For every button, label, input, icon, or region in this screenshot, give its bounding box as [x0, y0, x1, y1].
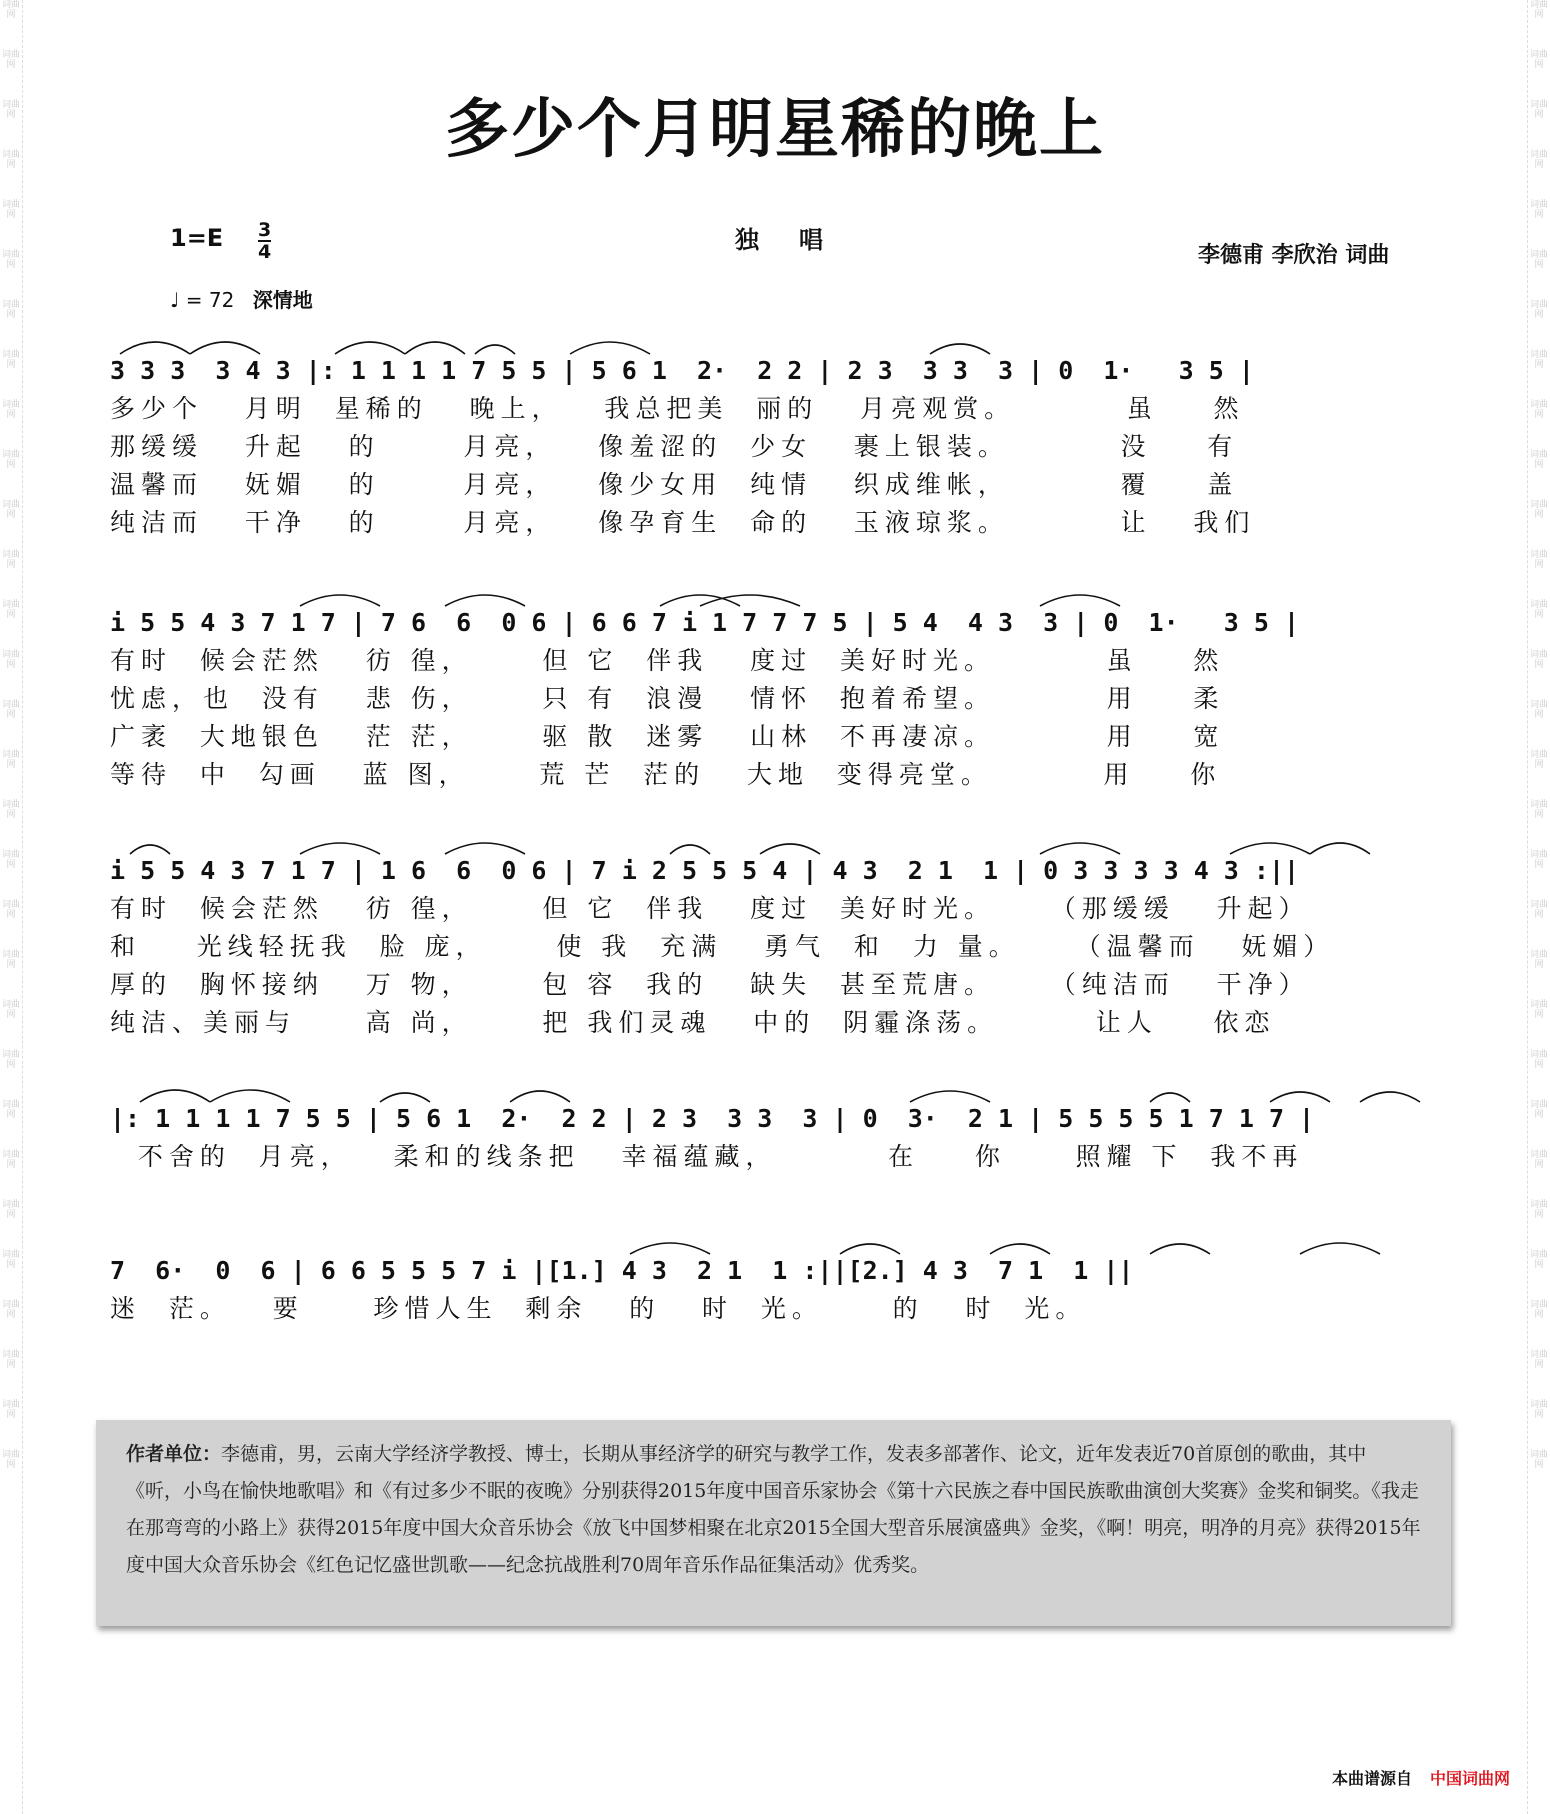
watermark-text: 词曲网: [1, 1000, 20, 1020]
authors: 李德甫 李欣治 词曲: [1198, 243, 1390, 268]
watermark-text: 词曲网: [1529, 900, 1548, 920]
watermark-text: 词曲网: [1529, 650, 1548, 670]
watermark-text: 词曲网: [1, 1100, 20, 1120]
watermark-text: 词曲网: [1529, 450, 1548, 470]
watermark-text: 词曲网: [1529, 350, 1548, 370]
watermark-text: 词曲网: [1529, 800, 1548, 820]
score-system-1: [110, 326, 1450, 542]
watermark-text: 词曲网: [1, 900, 20, 920]
lyric-line: 那缓缓 升起 的 月亮， 像羞涩的 少女 裹上银装。 没 有: [110, 432, 1239, 461]
watermark-text: 词曲网: [1, 50, 20, 70]
watermark-text: 词曲网: [1, 1300, 20, 1320]
watermark-text: 词曲网: [1529, 250, 1548, 270]
tempo-marking: [170, 284, 313, 313]
score-system-3: [110, 826, 1450, 1042]
lyric-line: 有时 候会茫然 彷 徨， 但 它 伴我 度过 美好时光。 虽 然: [110, 646, 1225, 675]
watermark-text: 词曲网: [1529, 400, 1548, 420]
source-label: 本曲谱源自: [1331, 1769, 1412, 1788]
time-signature: [258, 220, 271, 262]
watermark-text: 词曲网: [1529, 1350, 1548, 1370]
watermark-text: 词曲网: [1, 700, 20, 720]
lyric-line: 迷 茫。 要 珍惜人生 剩余 的 时 光。 的 时 光。: [110, 1294, 1087, 1323]
watermark-text: 词曲网: [1529, 750, 1548, 770]
watermark-text: 词曲网: [1529, 1000, 1548, 1020]
watermark-text: 词曲网: [1, 1050, 20, 1070]
notation-row: 7 6· 0 6 | 6 6 5 5 5 7 i |[1.] 4 3 2 1 1 :||[2.] 4 3 7 1 1 ||: [110, 1256, 1134, 1285]
lyric-line: 有时 候会茫然 彷 徨， 但 它 伴我 度过 美好时光。 （那缓缓 升起）: [110, 894, 1310, 923]
song-title: 多少个月明星稀的晚上: [445, 92, 1105, 167]
watermark-text: 词曲网: [1, 250, 20, 270]
watermark-text: 词曲网: [1529, 1450, 1548, 1470]
source-footer: [1332, 1766, 1510, 1789]
lyric-line: 等待 中 勾画 蓝 图， 荒 芒 茫的 大地 变得亮堂。 用 你: [110, 760, 1222, 789]
watermark-text: 词曲网: [1, 100, 20, 120]
author-bio-box: [96, 1420, 1451, 1626]
lyric-line: 厚的 胸怀接纳 万 物， 包 容 我的 缺失 甚至荒唐。 （纯洁而 干净）: [110, 970, 1310, 999]
watermark-text: 词曲网: [1, 1350, 20, 1370]
watermark-text: 词曲网: [1, 150, 20, 170]
watermark-text: 词曲网: [1529, 100, 1548, 120]
watermark-text: 词曲网: [1529, 300, 1548, 320]
watermark-text: 词曲网: [1529, 1400, 1548, 1420]
watermark-text: 词曲网: [1529, 50, 1548, 70]
watermark-text: 词曲网: [1529, 850, 1548, 870]
watermark-text: 词曲网: [1, 500, 20, 520]
key-signature: 1=E: [170, 224, 224, 252]
lyric-line: 多少个 月明 星稀的 晚上， 我总把美 丽的 月亮观赏。 虽 然: [110, 394, 1245, 423]
watermark-text: 词曲网: [1529, 1050, 1548, 1070]
watermark-text: 词曲网: [1, 850, 20, 870]
tempo-bpm: = 72: [185, 288, 235, 312]
tempo-expression: 深情地: [252, 288, 313, 312]
performance-type: 独唱: [735, 226, 863, 254]
watermark-right: [1527, 0, 1550, 1814]
notation-row: i 5 5 4 3 7 1 7 | 1 6 6 0 6 | 7 i 2 5 5 5 4 | 4 3 2 1 1 | 0 3 3 3 3 4 3 :||: [110, 856, 1300, 885]
lyric-line: 和 光线轻抚我 脸 庞， 使 我 充满 勇气 和 力 量。 （温馨而 妩媚）: [110, 932, 1335, 961]
watermark-text: 词曲网: [1, 300, 20, 320]
score-system-2: [110, 578, 1450, 794]
watermark-text: 词曲网: [1, 0, 20, 20]
watermark-left: [0, 0, 23, 1814]
notation-row: |: 1 1 1 1 7 5 5 | 5 6 1 2· 2 2 | 2 3 3 3 3 | 0 3· 2 1 | 5 5 5 5 1 7 1 7 |: [110, 1104, 1315, 1133]
time-numerator: 3: [258, 219, 272, 241]
notation-row: 3 3 3 3 4 3 |: 1 1 1 1 7 5 5 | 5 6 1 2· 2 2 | 2 3 3 3 3 | 0 1· 3 5 |: [110, 356, 1254, 385]
watermark-text: 词曲网: [1, 950, 20, 970]
watermark-text: 词曲网: [1529, 500, 1548, 520]
lyric-line: 温馨而 妩媚 的 月亮， 像少女用 纯情 织成维帐， 覆 盖: [110, 470, 1239, 499]
watermark-text: 词曲网: [1529, 1200, 1548, 1220]
quarter-note-icon: ♩: [170, 288, 180, 312]
watermark-text: 词曲网: [1, 350, 20, 370]
watermark-text: 词曲网: [1, 200, 20, 220]
score-system-5: [110, 1226, 1450, 1328]
watermark-text: 词曲网: [1529, 200, 1548, 220]
watermark-text: 词曲网: [1, 800, 20, 820]
source-site-link[interactable]: 中国词曲网: [1429, 1769, 1510, 1788]
bio-text: 李德甫，男，云南大学经济学教授、博士，长期从事经济学的研究与教学工作，发表多部著作、论文，近年发表近70首原创的歌曲，其中《听，小鸟在愉快地歌唱》和《有过多少不眠的夜晚》分别获得2015年度中国音乐家协会《第十六民族之春中国民族歌曲演创大奖赛》金奖和铜奖。《我走在那弯弯的小路上》获得2015年度中国大众音乐协会《放飞中国梦相聚在北京2015全国大型音乐展演盛典》金奖，《啊！明亮，明净的月亮》获得2015年度中国大众音乐协会《红色记忆盛世凯歌——纪念抗战胜利70周年音乐作品征集活动》优秀奖。: [126, 1443, 1421, 1576]
watermark-text: 词曲网: [1, 600, 20, 620]
bio-label: 作者单位：: [126, 1443, 222, 1465]
watermark-text: 词曲网: [1529, 600, 1548, 620]
watermark-text: 词曲网: [1, 550, 20, 570]
lyric-line: 不舍的 月亮， 柔和的线条把 幸福蕴藏， 在 你 照耀 下 我不再: [110, 1142, 1304, 1171]
score-system-4: [110, 1074, 1450, 1176]
lyric-line: 纯洁、美丽与 高 尚， 把 我们灵魂 中的 阴霾涤荡。 让人 依恋: [110, 1008, 1276, 1037]
watermark-text: 词曲网: [1, 450, 20, 470]
watermark-text: 词曲网: [1, 750, 20, 770]
watermark-text: 词曲网: [1529, 1100, 1548, 1120]
watermark-text: 词曲网: [1, 1200, 20, 1220]
watermark-text: 词曲网: [1529, 700, 1548, 720]
watermark-text: 词曲网: [1529, 950, 1548, 970]
watermark-text: 词曲网: [1, 1450, 20, 1470]
watermark-text: 词曲网: [1529, 150, 1548, 170]
watermark-text: 词曲网: [1, 650, 20, 670]
notation-row: i 5 5 4 3 7 1 7 | 7 6 6 0 6 | 6 6 7 i 1 7 7 7 5 | 5 4 4 3 3 | 0 1· 3 5 |: [110, 608, 1300, 637]
watermark-text: 词曲网: [1, 1250, 20, 1270]
watermark-text: 词曲网: [1529, 0, 1548, 20]
watermark-text: 词曲网: [1, 400, 20, 420]
lyric-line: 纯洁而 干净 的 月亮， 像孕育生 命的 玉液琼浆。 让 我们: [110, 508, 1256, 537]
lyric-line: 广袤 大地银色 茫 茫， 驱 散 迷雾 山林 不再凄凉。 用 宽: [110, 722, 1225, 751]
watermark-text: 词曲网: [1529, 1250, 1548, 1270]
watermark-text: 词曲网: [1, 1400, 20, 1420]
watermark-text: 词曲网: [1, 1150, 20, 1170]
watermark-text: 词曲网: [1529, 1150, 1548, 1170]
lyric-line: 忧虑，也 没有 悲 伤， 只 有 浪漫 情怀 抱着希望。 用 柔: [110, 684, 1225, 713]
watermark-text: 词曲网: [1529, 550, 1548, 570]
time-denominator: 4: [258, 241, 272, 263]
watermark-text: 词曲网: [1529, 1300, 1548, 1320]
